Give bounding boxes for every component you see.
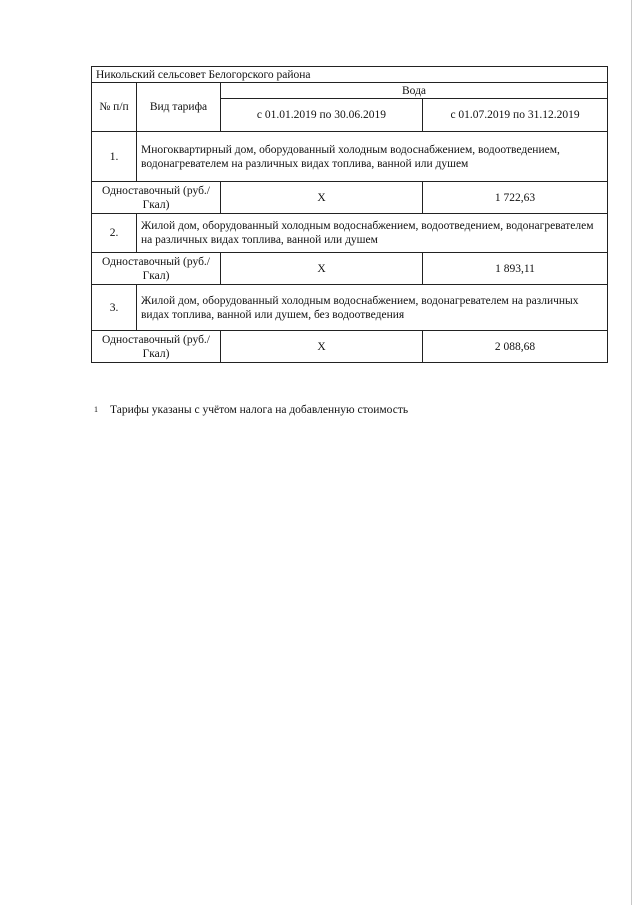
section-description: Многоквартирный дом, оборудованный холодным водоснабжением, водоотведением, водонагревателем на различных видах топлива, ванной или душем [137,132,608,182]
tariff-table [91,66,608,363]
section-number: 1. [92,132,137,182]
header-water-group: Вода [221,83,608,99]
rate-value-first-half: Х [221,331,423,363]
table-title-row [92,67,608,83]
section-number: 2. [92,214,137,253]
region-title: Никольский сельсовет Белогорского района [92,67,608,83]
footnote-mark: 1 [94,405,98,414]
footnote-text: Тарифы указаны с учётом налога на добавленную стоимость [110,404,409,416]
table-row [92,331,608,363]
footnote [94,403,614,417]
header-tariff-type: Вид тарифа [137,83,221,132]
section-number: 3. [92,285,137,331]
header-number: № п/п [92,83,137,132]
header-row-top [92,83,608,99]
table-row [92,214,608,253]
rate-value-second-half: 2 088,68 [423,331,608,363]
rate-value-second-half: 1 722,63 [423,182,608,214]
rate-label: Одноставочный (руб./Гкал) [92,253,221,285]
rate-label: Одноставочный (руб./Гкал) [92,331,221,363]
section-description: Жилой дом, оборудованный холодным водоснабжением, водоотведением, водонагревателем на различных видах топлива, ванной или душем [137,214,608,253]
rate-value-second-half: 1 893,11 [423,253,608,285]
section-description: Жилой дом, оборудованный холодным водоснабжением, водонагревателем на различных видах топлива, ванной или душем, без водоотведения [137,285,608,331]
header-period-2: с 01.07.2019 по 31.12.2019 [423,99,608,132]
table-row [92,132,608,182]
rate-value-first-half: Х [221,253,423,285]
rate-value-first-half: Х [221,182,423,214]
header-period-1: с 01.01.2019 по 30.06.2019 [221,99,423,132]
rate-label: Одноставочный (руб./Гкал) [92,182,221,214]
table-row [92,182,608,214]
page-edge [631,0,632,905]
table-row [92,285,608,331]
table-row [92,253,608,285]
